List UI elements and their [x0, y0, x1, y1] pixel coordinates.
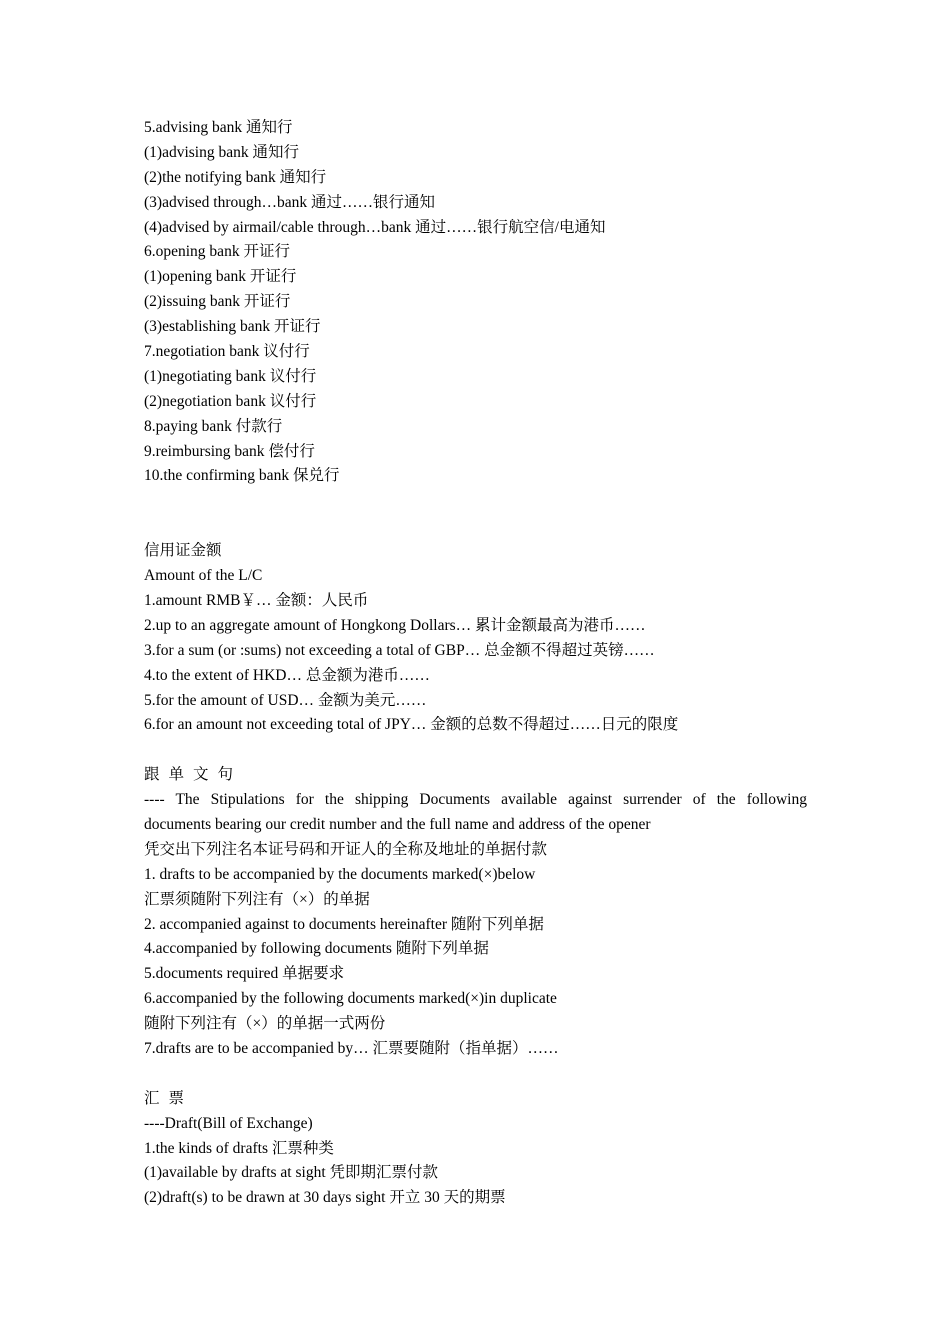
amount-line: 1.amount RMB￥… 金额：人民币	[144, 591, 369, 609]
documents-intro-line: documents bearing our credit number and the full name and address of the opener	[144, 815, 651, 833]
bank-line: (1)negotiating bank 议付行	[144, 367, 317, 385]
draft-section	[144, 1087, 807, 1211]
section-subheading: ----Draft(Bill of Exchange)	[144, 1114, 313, 1132]
bank-line: 5.advising bank 通知行	[144, 119, 293, 136]
amount-section	[144, 539, 807, 738]
draft-line: 1.the kinds of drafts 汇票种类	[144, 1139, 334, 1157]
documents-intro-cn: 凭交出下列注名本证号码和开证人的全称及地址的单据付款	[144, 840, 548, 858]
bank-line: (4)advised by airmail/cable through…bank 通过……银行航空信/电通知	[144, 218, 606, 236]
section-spacer	[144, 1062, 807, 1087]
bank-line: (2)issuing bank 开证行	[144, 293, 291, 311]
documents-line: 4.accompanied by following documents 随附下列单据	[144, 940, 489, 958]
bank-line: (3)advised through…bank 通过……银行通知	[144, 193, 436, 211]
documents-intro-line: ---- The Stipulations for the shipping Documents available against surrender of the following	[144, 791, 807, 809]
section-spacer	[144, 738, 807, 763]
document-page	[144, 116, 807, 1211]
draft-line: (2)draft(s) to be drawn at 30 days sight 开立 30 天的期票	[144, 1189, 506, 1207]
bank-line: (1)advising bank 通知行	[144, 143, 299, 161]
documents-section	[144, 763, 807, 1062]
bank-line: (3)establishing bank 开证行	[144, 318, 321, 336]
documents-line: 7.drafts are to be accompanied by… 汇票要随附（指单据）……	[144, 1039, 559, 1057]
banks-section	[144, 116, 807, 489]
amount-line: 2.up to an aggregate amount of Hongkong Dollars… 累计金额最高为港币……	[144, 616, 646, 634]
draft-line: (1)available by drafts at sight 凭即期汇票付款	[144, 1164, 439, 1182]
section-heading: 信用证金额	[144, 542, 222, 560]
bank-line: 6.opening bank 开证行	[144, 243, 290, 261]
section-spacer	[144, 489, 807, 539]
section-heading: 汇票	[144, 1089, 194, 1107]
documents-line: 2. accompanied against to documents hereinafter 随附下列单据	[144, 915, 544, 933]
amount-line: 5.for the amount of USD… 金额为美元……	[144, 691, 427, 709]
documents-line: 随附下列注有（×）的单据一式两份	[144, 1015, 386, 1033]
bank-line: (2)negotiation bank 议付行	[144, 392, 317, 410]
section-heading: 跟单文句	[144, 766, 243, 784]
bank-line: (2)the notifying bank 通知行	[144, 168, 327, 186]
documents-line: 汇票须随附下列注有（×）的单据	[144, 890, 370, 908]
bank-line: 9.reimbursing bank 偿付行	[144, 442, 315, 460]
bank-line: 8.paying bank 付款行	[144, 417, 283, 435]
amount-line: 3.for a sum (or :sums) not exceeding a total of GBP… 总金额不得超过英镑……	[144, 641, 655, 659]
amount-line: 6.for an amount not exceeding total of JPY… 金额的总数不得超过……日元的限度	[144, 716, 679, 734]
documents-line: 1. drafts to be accompanied by the documents marked(×)below	[144, 865, 536, 883]
bank-line: 7.negotiation bank 议付行	[144, 343, 310, 361]
documents-line: 6.accompanied by the following documents marked(×)in duplicate	[144, 990, 557, 1008]
bank-line: 10.the confirming bank 保兑行	[144, 467, 340, 485]
bank-line: (1)opening bank 开证行	[144, 268, 297, 286]
amount-line: 4.to the extent of HKD… 总金额为港币……	[144, 666, 430, 684]
section-subheading: Amount of the L/C	[144, 567, 263, 585]
documents-line: 5.documents required 单据要求	[144, 965, 345, 983]
